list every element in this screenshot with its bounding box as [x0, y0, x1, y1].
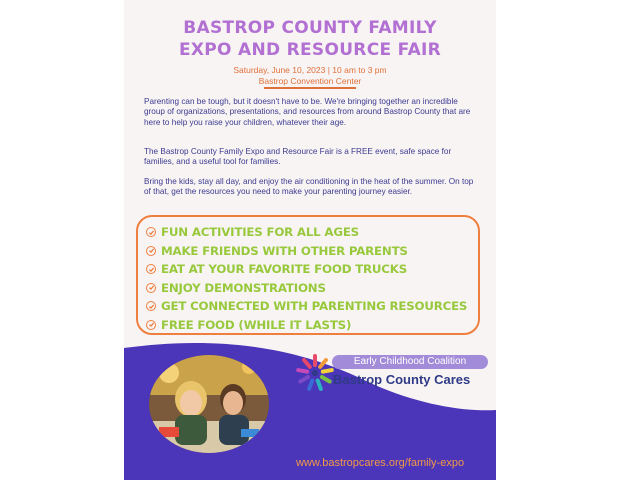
flyer-title-line1: BASTROP COUNTY FAMILY	[183, 18, 437, 38]
children-photo	[149, 355, 269, 453]
bring-kids-paragraph: Bring the kids, stay all day, and enjoy the air conditioning in the heat of the summer. On top of that, get the resources you need to make your parenting journey easier.	[144, 177, 474, 197]
free-event-paragraph: The Bastrop County Family Expo and Resource Fair is a FREE event, safe space for families, and a useful tool for families.	[144, 147, 452, 167]
intro-paragraph: Parenting can be tough, but it doesn't have to be. We're bringing together an incredible group of organizations, presentations, and resources from around Bastrop County that are here to help you raise your children, whatever their age.	[144, 97, 471, 127]
feature-item	[146, 223, 478, 242]
feature-text: FUN ACTIVITIES FOR ALL AGES	[161, 225, 359, 240]
feature-text: FREE FOOD (WHILE IT LASTS)	[161, 317, 352, 332]
location-underline	[264, 87, 356, 89]
feature-item	[146, 297, 478, 316]
coalition-logo-icon	[294, 352, 336, 394]
logo-banner: Early Childhood Coalition	[332, 355, 488, 369]
feature-text: GET CONNECTED WITH PARENTING RESOURCES	[161, 299, 468, 314]
feature-item	[146, 279, 478, 298]
check-circle-icon	[146, 246, 156, 256]
feature-item	[146, 260, 478, 279]
feature-item	[146, 316, 478, 335]
check-circle-icon	[146, 227, 156, 237]
features-box	[136, 215, 480, 335]
website-link[interactable]: www.bastropcares.org/family-expo	[295, 457, 465, 469]
check-circle-icon	[146, 301, 156, 311]
feature-text: EAT AT YOUR FAVORITE FOOD TRUCKS	[161, 262, 408, 277]
event-date: Saturday, June 10, 2023 | 10 am to 3 pm	[233, 65, 387, 75]
feature-item	[146, 242, 478, 261]
flyer	[124, 0, 496, 480]
flyer-title-line2: EXPO AND RESOURCE FAIR	[178, 40, 442, 60]
check-circle-icon	[146, 283, 156, 293]
event-location: Bastrop Convention Center	[258, 76, 362, 86]
check-circle-icon	[146, 264, 156, 274]
logo-name: Bastrop County Cares	[333, 372, 471, 387]
check-circle-icon	[146, 320, 156, 330]
feature-text: ENJOY DEMONSTRATIONS	[161, 280, 326, 295]
feature-text: MAKE FRIENDS WITH OTHER PARENTS	[161, 243, 408, 258]
